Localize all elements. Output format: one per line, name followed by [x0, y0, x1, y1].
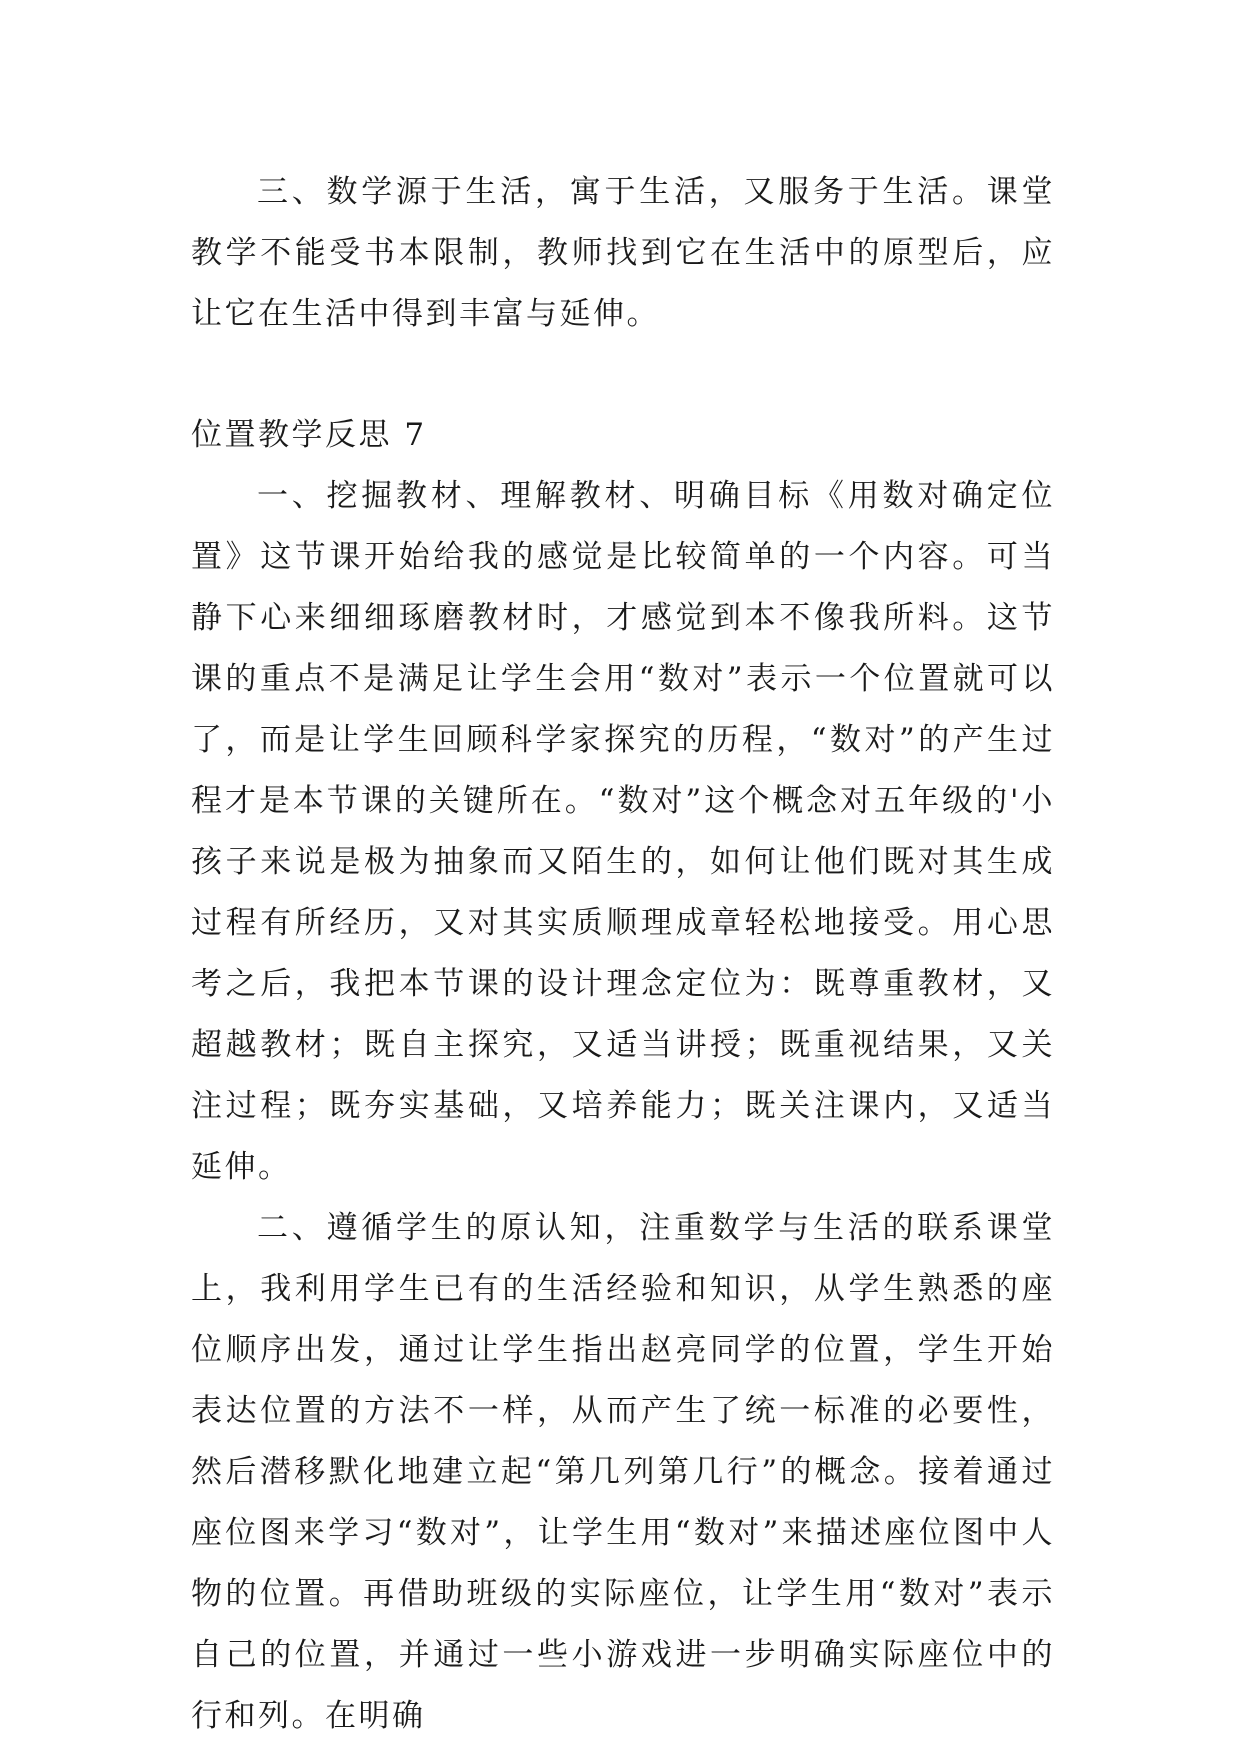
- section-title: 位置教学反思 7: [191, 417, 427, 453]
- document-body: [191, 162, 1055, 1747]
- paragraph-one: 一、挖掘教材、理解教材、明确目标《用数对确定位置》这节课开始给我的感觉是比较简单的一个内容。可当静下心来细细琢磨教材时，才感觉到本不像我所料。这节课的重点不是满足让学生会用“数对”表示一个位置就可以了，而是让学生回顾科学家探究的历程，“数对”的产生过程才是本节课的关键所在。“数对”这个概念对五年级的'小孩子来说是极为抽象而又陌生的，如何让他们既对其生成过程有所经历，又对其实质顺理成章轻松地接受。用心思考之后，我把本节课的设计理念定位为：既尊重教材，又超越教材；既自主探究，又适当讲授；既重视结果，又关注过程；既夯实基础，又培养能力；既关注课内，又适当延伸。: [191, 478, 1055, 1185]
- paragraph-two: 二、遵循学生的原认知，注重数学与生活的联系课堂上，我利用学生已有的生活经验和知识，从学生熟悉的座位顺序出发，通过让学生指出赵亮同学的位置，学生开始表达位置的方法不一样，从而产生了统一标准的必要性，然后潜移默化地建立起“第几列第几行”的概念。接着通过座位图来学习“数对”，让学生用“数对”来描述座位图中人物的位置。再借助班级的实际座位，让学生用“数对”表示自己的位置，并通过一些小游戏进一步明确实际座位中的行和列。在明确: [191, 1210, 1055, 1734]
- paragraph-intro: 三、数学源于生活，寓于生活，又服务于生活。课堂教学不能受书本限制，教师找到它在生活中的原型后，应让它在生活中得到丰富与延伸。: [191, 174, 1055, 332]
